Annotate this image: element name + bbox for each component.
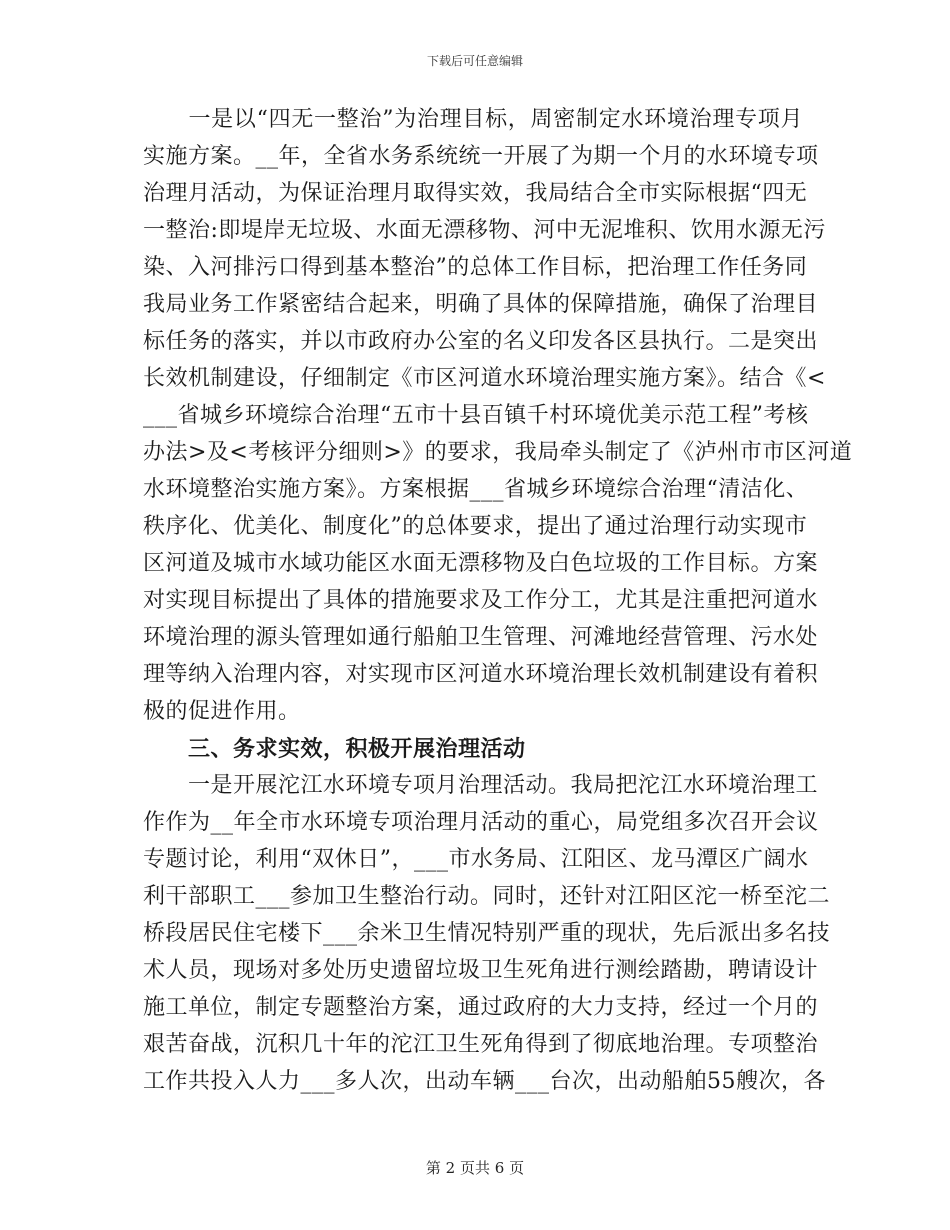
paragraph-line: 桥段居民住宅楼下___余米卫生情况特别严重的现状，先后派出多名技 — [143, 921, 831, 946]
paragraph-line: 秩序化、优美化、制度化”的总体要求，提出了通过治理行动实现市 — [143, 514, 808, 539]
paragraph-line: 办法>及<考核评分细则>》的要求，我局牵头制定了《泸州市市区河道 — [143, 440, 853, 465]
paragraph-line: 极的促进作用。 — [143, 699, 301, 724]
paragraph-line: 标任务的落实，并以市政府办公室的名义印发各区县执行。二是突出 — [143, 329, 819, 354]
page-footer: 第 2 页共 6 页 — [425, 1159, 525, 1177]
page-header: 下载后可任意编辑 — [426, 54, 523, 68]
paragraph-line: 施工单位，制定专题整治方案，通过政府的大力支持，经过一个月的 — [143, 995, 819, 1020]
paragraph-line: 工作共投入人力___多人次，出动车辆___台次，出动船舶55艘次，各 — [143, 1069, 826, 1094]
paragraph-line: 实施方案。__年，全省水务系统统一开展了为期一个月的水环境专项 — [143, 144, 819, 169]
paragraph-line: 一是以“四无一整治”为治理目标，周密制定水环境治理专项月 — [143, 107, 803, 132]
paragraph-line: 长效机制建设，仔细制定《市区河道水环境治理实施方案》。结合《< — [143, 366, 826, 391]
paragraph-line: 染、入河排污口得到基本整治”的总体工作目标，把治理工作任务同 — [143, 255, 808, 280]
paragraph-line: 理等纳入治理内容，对实现市区河道水环境治理长效机制建设有着积 — [143, 662, 819, 687]
section-heading: 三、务求实效，积极开展治理活动 — [143, 736, 526, 762]
paragraph-line: 水环境整治实施方案》。方案根据___省城乡环境综合治理“清洁化、 — [143, 477, 809, 502]
paragraph-line: 术人员，现场对多处历史遗留垃圾卫生死角进行测绘踏勘，聘请设计 — [143, 958, 819, 983]
paragraph-line: 我局业务工作紧密结合起来，明确了具体的保障措施，确保了治理目 — [143, 292, 819, 317]
paragraph-line: 艰苦奋战，沉积几十年的沱江卫生死角得到了彻底地治理。专项整治 — [143, 1032, 819, 1057]
paragraph-line: 对实现目标提出了具体的措施要求及工作分工，尤其是注重把河道水 — [143, 588, 819, 613]
paragraph-line: 一整治:即堤岸无垃圾、水面无漂移物、河中无泥堆积、饮用水源无污 — [143, 218, 826, 243]
paragraph-line: 治理月活动，为保证治理月取得实效，我局结合全市实际根据“四无 — [143, 181, 808, 206]
paragraph-line: 利干部职工___参加卫生整治行动。同时，还针对江阳区沱一桥至沱二 — [143, 884, 831, 909]
paragraph-line: 专题讨论，利用“双休日”，___市水务局、江阳区、龙马潭区广阔水 — [143, 847, 809, 872]
paragraph-line: 环境治理的源头管理如通行船舶卫生管理、河滩地经营管理、污水处 — [143, 625, 819, 650]
paragraph-line: ___省城乡环境综合治理“五市十县百镇千村环境优美示范工程”考核 — [143, 403, 809, 428]
paragraph-line: 作作为__年全市水环境专项治理月活动的重心，局党组多次召开会议 — [143, 810, 819, 835]
paragraph-line: 一是开展沱江水环境专项月治理活动。我局把沱江水环境治理工 — [143, 773, 819, 798]
paragraph-line: 区河道及城市水域功能区水面无漂移物及白色垃圾的工作目标。方案 — [143, 551, 819, 576]
